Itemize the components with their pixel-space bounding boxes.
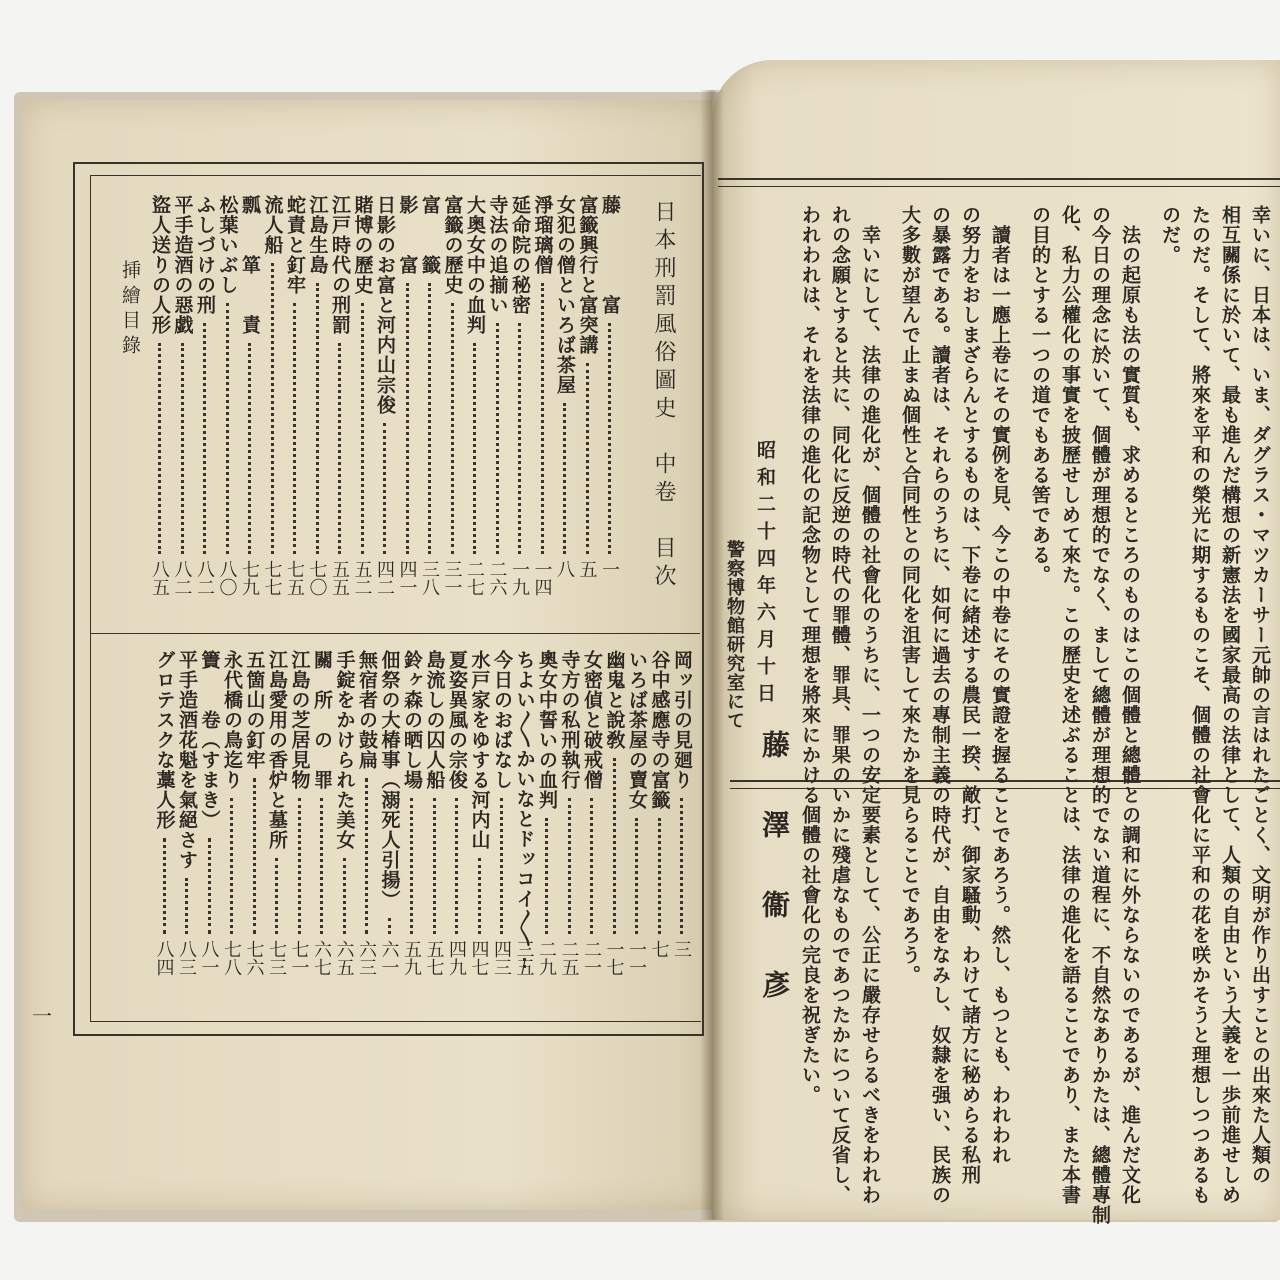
toc-entry-title: 岡ッ引の見廻り <box>671 650 693 790</box>
toc-entry-page: 五二 <box>351 560 373 596</box>
preface-place: 警察博物館研究室にて <box>724 540 745 730</box>
toc-leader-dots <box>226 303 229 554</box>
toc-leader-dots <box>208 838 211 934</box>
toc-entry <box>155 650 174 830</box>
toc-entry-page: 二一 <box>581 940 602 976</box>
toc-entry-title: 藤 富 <box>599 195 621 315</box>
toc-entry-title: 延命院の秘密 <box>509 195 531 315</box>
toc-entry <box>150 195 169 335</box>
toc-leader-dots <box>365 778 368 934</box>
toc-entry-title: 夏姿異風の宗俊 <box>446 650 468 790</box>
toc-entry-page: 七〇 <box>306 560 328 596</box>
toc-entry-title: ふしづけの刑 <box>194 195 216 315</box>
toc-leader-dots <box>496 323 499 554</box>
toc-leader-dots <box>181 343 184 554</box>
toc-leader-dots <box>545 818 548 934</box>
toc-entry <box>420 195 439 275</box>
toc-leader-dots <box>316 283 319 554</box>
toc-entry <box>357 650 376 770</box>
toc-leader-dots <box>613 758 616 934</box>
preface-line: の目的とする一つの道でもある筈である。 <box>1029 205 1051 585</box>
toc-entry-page: 四二 <box>374 560 395 596</box>
toc-entry <box>600 195 619 315</box>
toc-entry <box>447 650 466 790</box>
toc-leader-dots <box>541 283 544 554</box>
toc-entry-title: 鈴ヶ森の晒し場 <box>401 650 423 790</box>
toc-entry-page: 五七 <box>423 940 445 976</box>
toc-entry-title: 手錠をかけられた美女 <box>333 650 356 850</box>
toc-entry-page: 七七 <box>261 560 283 596</box>
toc-entry-page: 八三 <box>176 940 197 976</box>
toc-leader-dots <box>343 858 346 934</box>
toc-entry-title: 日影のお富と河内山宗俊 <box>374 195 396 415</box>
toc-entry-title: 淨瑠璃僧 <box>531 195 554 275</box>
toc-leader-dots <box>608 323 611 554</box>
toc-leader-dots <box>500 798 503 934</box>
toc-entry-page: 三一 <box>441 560 463 596</box>
toc-title: 日本刑罰風俗圖史 中卷 目次 <box>651 200 676 592</box>
toc-entry <box>312 650 331 790</box>
toc-entry <box>267 650 286 850</box>
toc-leader-dots <box>563 403 566 554</box>
preface-line: れの念願とすると共に、同化に反逆の時代の罪體、罪具、罪果のいかに殘虐なものであつたかについて反省し、 <box>829 205 851 1205</box>
toc-entry-title: 谷中感應寺の富籤 <box>648 650 671 810</box>
toc-entry <box>240 195 259 335</box>
toc-entry <box>443 195 462 295</box>
toc-entry-page: 二五 <box>558 940 580 976</box>
toc-entry-page: 七五 <box>284 560 305 596</box>
toc-entry-title: ちよい〳〵かいなとドッコイ〳〵 <box>513 650 536 948</box>
preface-line: 幸いにして、法律の進化が、個體の社會化のうちに、一つの安定要素として、公正に嚴存せらるべきをわれわ <box>859 225 881 1205</box>
toc-entry-page: 八 <box>554 560 575 578</box>
toc-entry-title: 富 籤 <box>419 195 441 275</box>
toc-entry-page: 五九 <box>401 940 422 976</box>
preface-line: 化、私力公權化の事實を披歷せしめて來た。この歷史を述ぶることは、法律の進化を語ることであり、また本書 <box>1059 205 1081 1205</box>
toc-entry-title: 富籤興行と富突講 <box>576 195 599 355</box>
toc-entry-page: 八二 <box>194 560 215 596</box>
preface-line: のだ。 <box>1159 205 1181 265</box>
toc-leader-dots <box>586 363 589 554</box>
toc-divider <box>90 633 700 634</box>
toc-entry-title: 平手造酒花魁を氣絕さす <box>176 650 198 870</box>
toc-entry <box>515 650 534 948</box>
toc-leader-dots <box>230 798 233 934</box>
toc-leader-dots <box>451 303 454 554</box>
preface-frame-top-inner <box>718 186 1280 187</box>
toc-entry <box>488 195 507 315</box>
toc-entry-page: 六五 <box>333 940 355 976</box>
toc-leader-dots <box>293 303 296 554</box>
toc-leader-dots <box>271 263 274 554</box>
toc-entry <box>492 650 511 790</box>
toc-entry-title: 女犯の僧といろば茶屋 <box>554 195 576 395</box>
toc-entry-title: 流人船 <box>261 195 284 255</box>
toc-entry <box>578 195 597 355</box>
toc-entry-title: 富籤の歷史 <box>441 195 464 295</box>
toc-entry <box>425 650 444 790</box>
toc-entry <box>582 650 601 790</box>
toc-leader-dots <box>478 858 481 934</box>
toc-entry-page: 七三 <box>266 940 287 976</box>
toc-entry-page: 七九 <box>239 560 260 596</box>
toc-entry <box>353 195 372 295</box>
toc-leader-dots <box>658 818 661 934</box>
toc-leader-dots <box>275 858 278 934</box>
toc-entry-title: 江島生島 <box>306 195 329 275</box>
toc-entry-title: 無宿者の鼓扁 <box>356 650 378 770</box>
toc-leader-dots <box>158 343 161 554</box>
toc-entry <box>672 650 691 790</box>
toc-entry-page: 一 <box>599 560 620 578</box>
toc-entry <box>375 195 394 415</box>
toc-entry-title: 永代橋の鳥迄り <box>221 650 243 790</box>
toc-entry <box>555 195 574 395</box>
toc-entry-title: 五箇山の釘牢 <box>243 650 266 770</box>
toc-leader-dots <box>383 423 386 554</box>
toc-entry-title: 江島の芝居見物 <box>288 650 311 790</box>
toc-entry-title: グロテスクな藁人形 <box>153 650 176 830</box>
toc-entry-page: 二六 <box>486 560 508 596</box>
toc-entry <box>308 195 327 275</box>
toc-leader-dots <box>248 343 251 554</box>
toc-entry <box>285 195 304 295</box>
toc-entry-title: 佃祭の大椿事（溺死人引揚） <box>378 650 401 910</box>
toc-entry-page: 四七 <box>468 940 490 976</box>
toc-entry <box>263 195 282 255</box>
toc-entry <box>222 650 241 790</box>
toc-leader-dots <box>680 798 683 934</box>
toc-leader-dots <box>406 283 409 554</box>
toc-entry-page: 二九 <box>536 940 557 976</box>
toc-entry-page: 一四 <box>531 560 553 596</box>
toc-leader-dots <box>433 798 436 934</box>
toc-entry <box>330 195 349 335</box>
toc-entry-page: 七一 <box>288 940 310 976</box>
toc-leader-dots <box>388 918 391 934</box>
toc-entry <box>650 650 669 810</box>
toc-entry-page: 六七 <box>311 940 332 976</box>
toc-entry <box>533 195 552 275</box>
toc-entry-page: 七六 <box>243 940 265 976</box>
toc-entry <box>510 195 529 315</box>
toc-entry-page: 八二 <box>171 560 193 596</box>
toc-entry-page: 八一 <box>198 940 220 976</box>
illustrations-title: 挿繪目錄 <box>119 260 141 360</box>
toc-entry-title: 江戸時代の刑罰 <box>329 195 351 335</box>
toc-entry-page: 六三 <box>356 940 377 976</box>
toc-entry-title: いろば茶屋の賣女 <box>626 650 648 810</box>
toc-entry-title: 松葉いぶし <box>216 195 239 295</box>
toc-entry-page: 二七 <box>464 560 485 596</box>
toc-entry <box>177 650 196 870</box>
toc-entry <box>290 650 309 790</box>
toc-entry-page: 七八 <box>221 940 242 976</box>
toc-entry-title: 女密偵と破戒僧 <box>581 650 603 790</box>
toc-leader-dots <box>253 778 256 934</box>
toc-entry-page: 四九 <box>446 940 467 976</box>
toc-leader-dots <box>568 798 571 934</box>
toc-entry <box>380 650 399 910</box>
preface-line: われわれは、それを法律の進化の記念物として理想を將來にかける個體の社會化の完良を祝ぎたい。 <box>799 205 821 1105</box>
preface-line: の今日の理念に於いて、個體が理想的でなく、まして總體が理想的でない道程に、不自然なありかたは、總體專制 <box>1089 205 1111 1225</box>
toc-leader-dots <box>455 798 458 934</box>
toc-entry-page: 四一 <box>396 560 418 596</box>
toc-entry-title: 賭博の歷史 <box>351 195 374 295</box>
toc-leader-dots <box>428 283 431 554</box>
toc-entry-title: 江島愛用の香炉と墓所 <box>266 650 288 850</box>
toc-entry-title: 幽鬼と說敎 <box>603 650 626 750</box>
toc-entry-page: 一九 <box>509 560 530 596</box>
preface-line: 法の起原も法の實質も、求めるところのものはこの個體と總體との調和に外ならないのであるが、進んだ文化 <box>1119 225 1141 1205</box>
toc-entry-title: 影 富 <box>396 195 419 275</box>
toc-entry-title: 寺方の私刑執行 <box>558 650 581 790</box>
toc-leader-dots <box>320 798 323 934</box>
toc-leader-dots <box>203 323 206 554</box>
preface-line: 大多數が望んで止まぬ個性と合同性との同化を沮害して來たかを見らることであろう。 <box>899 205 921 985</box>
toc-leader-dots <box>298 798 301 934</box>
toc-entry <box>537 650 556 810</box>
toc-entry <box>335 650 354 850</box>
toc-entry-page: 五五 <box>329 560 350 596</box>
toc-leader-dots <box>338 343 341 554</box>
toc-entry <box>627 650 646 810</box>
toc-leader-dots <box>518 323 521 554</box>
toc-entry-page: 三八 <box>419 560 440 596</box>
toc-leader-dots <box>185 878 188 934</box>
toc-entry-page: 一一 <box>626 940 647 976</box>
preface-line: 讀者は一應上卷にその實例を見、今この中卷にその實證を握ることであろう。然し、もつとも、われわれ <box>989 225 1011 1165</box>
toc-entry-page: 一七 <box>603 940 625 976</box>
preface-line: の努力をおしまざらんとするものは、下卷に緒述する農民一揆、敵打、御家騷動、わけて諸方に秘めらる私刑 <box>959 205 981 1185</box>
toc-entry-page: 八〇 <box>216 560 238 596</box>
preface-line: 幸いに、日本は、いま、ダグラス・マツカーサー元帥の言はれたごとく、文明が作り出すことの出來た人類の <box>1249 205 1271 1185</box>
toc-entry-page: 三五 <box>513 940 535 976</box>
preface-author: 藤 澤 衞 彥 <box>758 730 791 1010</box>
toc-entry-title: 今日のおばなし <box>491 650 513 790</box>
preface-date: 昭和二十四年六月十日 <box>754 440 776 710</box>
toc-entry-title: 大奥女中の血判 <box>464 195 486 335</box>
toc-entry <box>465 195 484 335</box>
toc-entry-title: 島流しの囚人船 <box>423 650 446 790</box>
toc-entry-page: 四三 <box>491 940 512 976</box>
toc-entry-title: 簀 卷（すまき） <box>198 650 221 830</box>
toc-entry <box>218 195 237 295</box>
toc-entry <box>195 195 214 315</box>
toc-entry-title: 盜人送りの人形 <box>149 195 171 335</box>
toc-entry <box>398 195 417 275</box>
toc-entry-title: 瓢 箪 責 <box>239 195 261 335</box>
preface-line: たのだ。そして、將來を平和の榮光に期するものこそ、個體の社會化に平和の花を咲かそうと理想しつつあるも <box>1189 205 1211 1205</box>
preface-line: の暴露である。讀者は、それらのうちに、如何に過去の專制主義の時代が、自由をなみし、奴隸を强い、民族の <box>929 205 951 1205</box>
toc-entry-title: 寺法の追揃い <box>486 195 509 315</box>
toc-entry-page: 六一 <box>378 940 400 976</box>
toc-entry <box>470 650 489 850</box>
toc-entry <box>245 650 264 770</box>
toc-entry <box>200 650 219 830</box>
toc-leader-dots <box>410 798 413 934</box>
toc-entry <box>560 650 579 790</box>
toc-leader-dots <box>635 818 638 934</box>
toc-entry-page: 三 <box>671 940 692 958</box>
preface-frame-top <box>718 178 1280 180</box>
toc-entry-page: 八四 <box>153 940 175 976</box>
toc-leader-dots <box>163 838 166 934</box>
toc-entry-page: 五 <box>576 560 598 578</box>
toc-leader-dots <box>361 303 364 554</box>
toc-entry-page: 七 <box>648 940 670 958</box>
toc-entry-title: 水戸家をゆする河内山 <box>468 650 491 850</box>
toc-entry <box>605 650 624 750</box>
toc-entry-page: 八五 <box>149 560 170 596</box>
toc-leader-dots <box>590 798 593 934</box>
page-number: 一 <box>32 1004 52 1028</box>
toc-entry <box>173 195 192 335</box>
toc-entry-title: 奧女中誓いの血判 <box>536 650 558 810</box>
toc-entry <box>402 650 421 790</box>
toc-entry-title: 關 所 の 罪 <box>311 650 333 790</box>
preface-line: 相互關係に於いて、最も進んだ構想の新憲法を國家最高の法律として、人類の自由という大義を一歩前進せしめ <box>1219 205 1241 1205</box>
toc-entry-title: 蛇責と釘牢 <box>284 195 306 295</box>
toc-leader-dots <box>473 343 476 554</box>
toc-entry-title: 平手造酒の惡戯 <box>171 195 194 335</box>
